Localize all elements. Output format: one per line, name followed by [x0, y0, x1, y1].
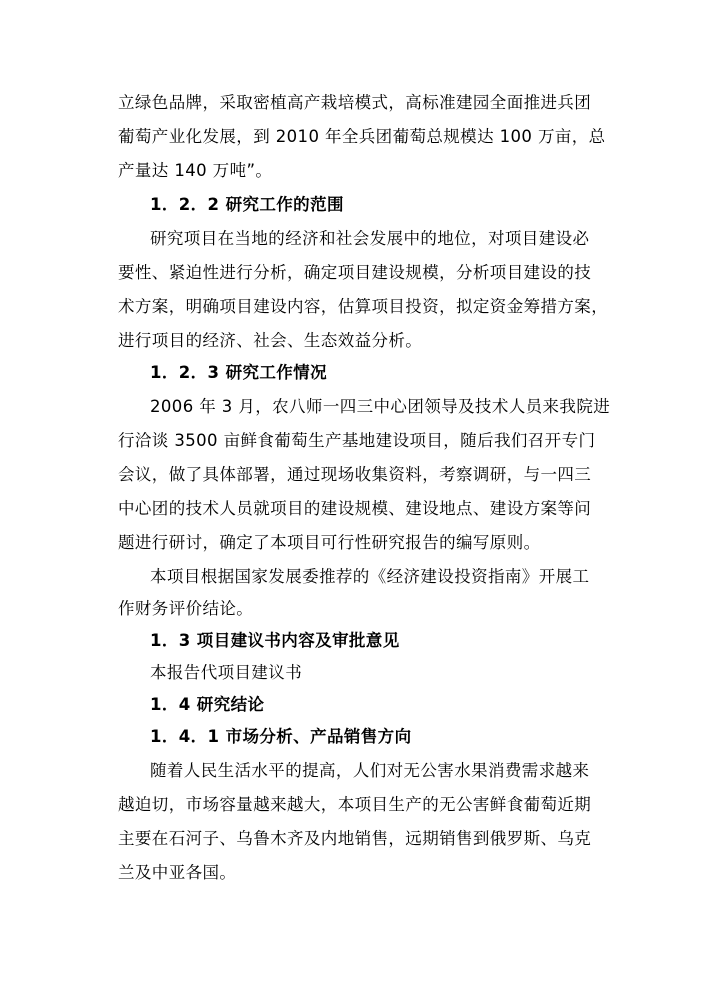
paragraph-line: 行洽谈 3500 亩鲜食葡萄生产基地建设项目，随后我们召开专门 — [118, 431, 596, 450]
paragraph-line: 主要在石河子、乌鲁木齐及内地销售，远期销售到俄罗斯、乌克 — [118, 829, 592, 848]
paragraph-line: 产量达 140 万吨”。 — [118, 161, 273, 180]
section-heading-1-4-1: 1．4．1 市场分析、产品销售方向 — [150, 727, 412, 746]
paragraph-line: 中心团的技术人员就项目的建设规模、建设地点、建设方案等问 — [118, 499, 592, 518]
paragraph-line: 术方案，明确项目建设内容，估算项目投资，拟定资金筹措方案， — [118, 297, 609, 316]
paragraph-line: 2006 年 3 月，农八师一四三中心团领导及技术人员来我院进 — [150, 397, 611, 416]
paragraph-line: 葡萄产业化发展，到 2010 年全兵团葡萄总规模达 100 万亩，总 — [118, 127, 606, 146]
paragraph-line: 要性、紧迫性进行分析，确定项目建设规模，分析项目建设的技 — [118, 263, 592, 282]
paragraph-line: 会议，做了具体部署，通过现场收集资料，考察调研，与一四三 — [118, 465, 592, 484]
paragraph-line: 兰及中亚各国。 — [118, 863, 237, 882]
paragraph-line: 本项目根据国家发展委推荐的《经济建设投资指南》开展工 — [150, 567, 590, 586]
section-heading-1-2-2: 1．2．2 研究工作的范围 — [150, 195, 344, 214]
paragraph-line: 随着人民生活水平的提高，人们对无公害水果消费需求越来 — [150, 761, 590, 780]
paragraph-line: 进行项目的经济、社会、生态效益分析。 — [118, 331, 423, 350]
paragraph-line: 本报告代项目建议书 — [150, 663, 303, 682]
paragraph-line: 作财务评价结论。 — [118, 599, 254, 618]
paragraph-line: 题进行研讨，确定了本项目可行性研究报告的编写原则。 — [118, 533, 541, 552]
section-heading-1-3: 1．3 项目建议书内容及审批意见 — [150, 631, 400, 650]
section-heading-1-2-3: 1．2．3 研究工作情况 — [150, 363, 327, 382]
section-heading-1-4: 1．4 研究结论 — [150, 695, 265, 714]
paragraph-line: 研究项目在当地的经济和社会发展中的地位，对项目建设必 — [150, 229, 590, 248]
paragraph-line: 越迫切，市场容量越来越大，本项目生产的无公害鲜食葡萄近期 — [118, 795, 592, 814]
paragraph-line: 立绿色品牌，采取密植高产栽培模式，高标准建园全面推进兵团 — [118, 93, 592, 112]
